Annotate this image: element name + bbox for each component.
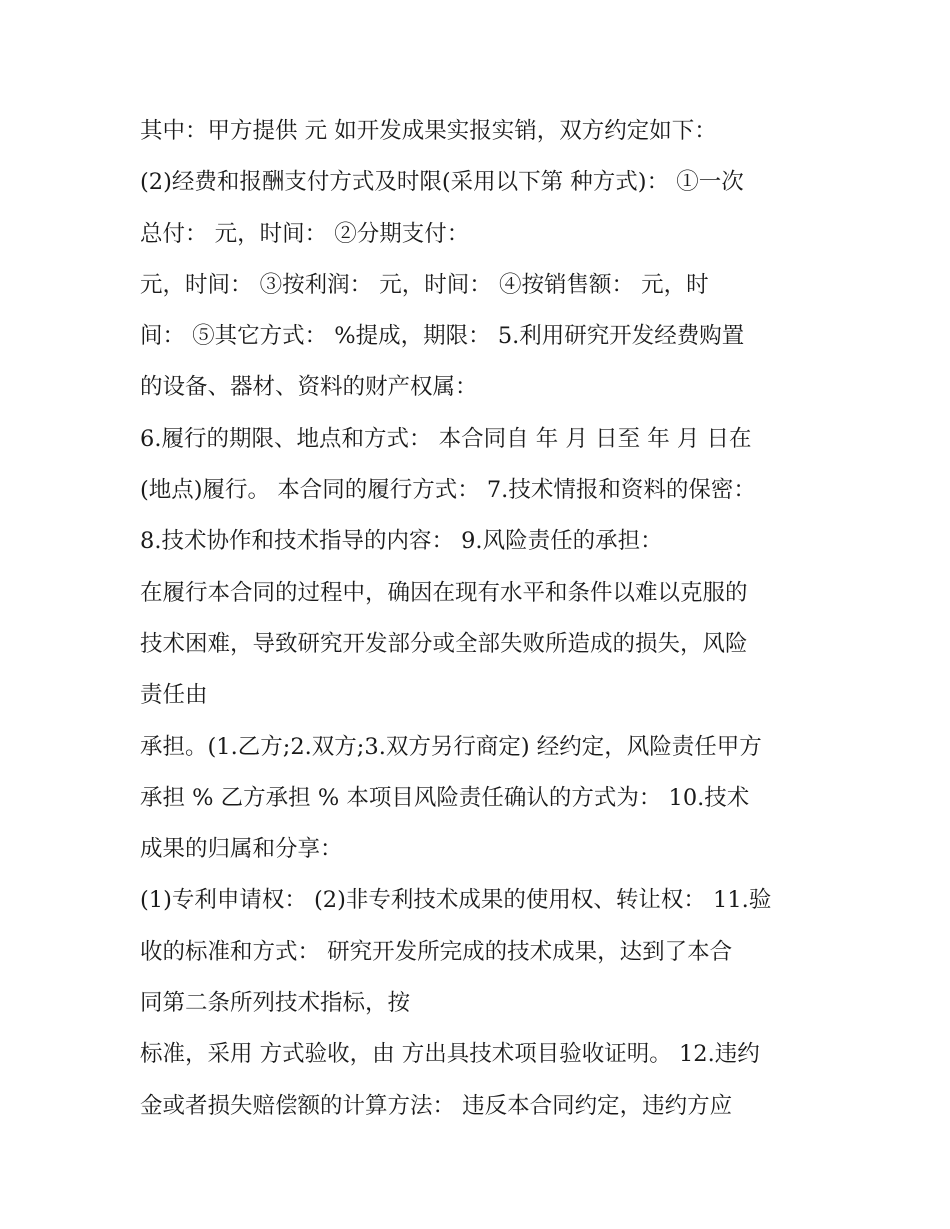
text-line: (2)经费和报酬支付方式及时限(采用以下第 种方式)： ①一次	[140, 169, 744, 196]
text-line: 在履行本合同的过程中，确因在现有水平和条件以难以克服的	[140, 579, 748, 606]
text-line: 8.技术协作和技术指导的内容： 9.风险责任的承担：	[140, 528, 663, 555]
text-line: 技术困难，导致研究开发部分或全部失败所造成的损失，风险	[140, 630, 748, 657]
text-line: 其中：甲方提供 元 如开发成果实报实销，双方约定如下：	[140, 118, 717, 144]
text-line: 承担。(1.乙方;2.双方;3.双方另行商定) 经约定，风险责任甲方	[140, 733, 762, 760]
text-line: (地点)履行。 本合同的履行方式： 7.技术情报和资料的保密：	[140, 477, 756, 504]
text-line: (1)专利申请权： (2)非专利技术成果的使用权、转让权： 11.验	[140, 887, 772, 914]
text-line: 责任由	[140, 682, 208, 709]
text-line: 标准，采用 方式验收，由 方出具技术项目验收证明。 12.违约	[140, 1041, 760, 1068]
text-line: 元，时间： ③按利润： 元，时间： ④按销售额： 元，时	[140, 271, 709, 298]
text-line: 金或者损失赔偿额的计算方法： 违反本合同约定，违约方应	[140, 1092, 733, 1119]
text-line: 承担 % 乙方承担 % 本项目风险责任确认的方式为： 10.技术	[140, 784, 750, 811]
text-line: 收的标准和方式： 研究开发所完成的技术成果，达到了本合	[140, 938, 733, 965]
text-line: 成果的归属和分享：	[140, 836, 343, 863]
text-line: 的设备、器材、资料的财产权属：	[140, 374, 478, 401]
text-line: 总付： 元，时间： ②分期支付：	[140, 220, 470, 247]
text-line: 同第二条所列技术指标，按	[140, 990, 411, 1017]
text-line: 6.履行的期限、地点和方式： 本合同自 年 月 日至 年 月 日在	[140, 425, 752, 452]
text-line: 间： ⑤其它方式： %提成，期限： 5.利用研究开发经费购置	[140, 323, 745, 350]
contract-text-body	[140, 106, 840, 1132]
